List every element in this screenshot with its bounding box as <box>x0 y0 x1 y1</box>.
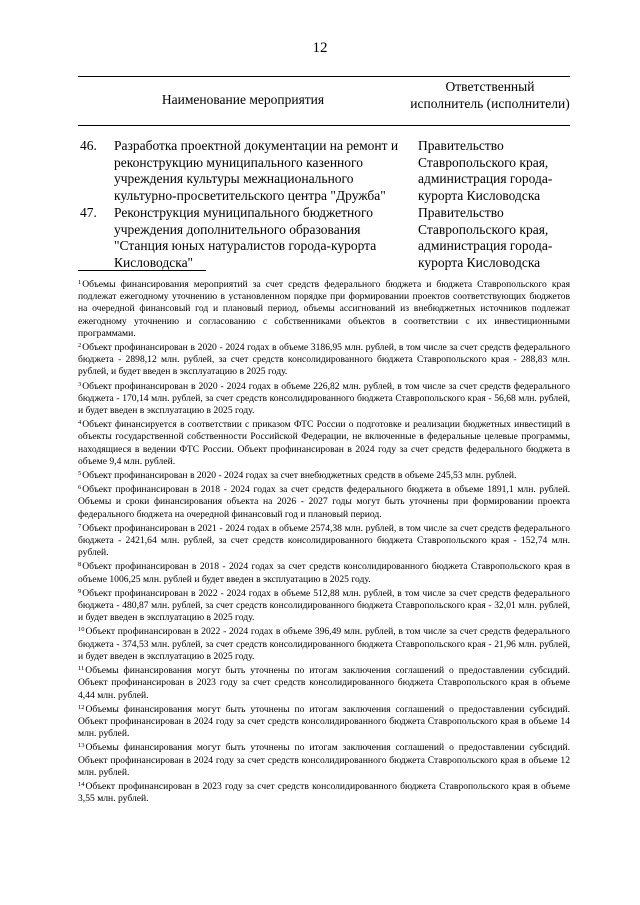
footnote-text: Объемы финансирования могут быть уточнены по итогам заключения соглашений о предоставлении субсидий. Объект профинансирован в 2024 году за счет средств консолидированного бюджета Ставропольского края в объеме 14 млн. рублей. <box>78 703 570 740</box>
row-activity-name: Реконструкция муниципального бюджетного учреждения дополнительного образования "Станция юных натуралистов города-курорта Кисловодска" <box>114 205 377 270</box>
row-number: 47. <box>80 205 97 220</box>
footnote-text: Объект финансируется в соответствии с приказом ФТС России о подготовке и реализации бюджетных инвестиций в объекты государственной собственности Российской Федерации, не включенные в федеральные целевые программы, находящиеся в ведении ФТС России. Объект профинансирован в 2024 году за счет средств федерального бюджета в объеме 9,4 млн. рублей. <box>78 419 570 467</box>
footnote-mark: 8 <box>78 561 82 569</box>
column-header-name: Наименование мероприятия <box>161 92 325 107</box>
footnote <box>78 521 570 560</box>
footnote <box>78 277 570 340</box>
footnote <box>78 379 570 418</box>
footnote <box>78 779 570 805</box>
footnote-mark: 10 <box>78 626 85 634</box>
footnote-mark: 4 <box>78 419 82 427</box>
footnote-mark: 1 <box>78 279 82 286</box>
footnote <box>78 482 570 521</box>
footnote <box>78 624 570 663</box>
footnote <box>78 702 570 741</box>
row-executor: Правительство Ставропольского края, администрация города-курорта Кисловодска <box>418 205 553 270</box>
footnote-text: Объект профинансирован в 2018 - 2024 годах за счет средств федерального бюджета в объеме 1891,1 млн. рублей. Объемы и сроки финансирования объекта на 2026 - 2027 годы могут быть уточнены при формировании проекта федерального бюджета на очередной финансовый год и плановый период. <box>78 484 570 520</box>
footnote-text: Объект профинансирован в 2020 - 2024 годах в объеме 3186,95 млн. рублей, в том числе за счет средств федерального бюджета - 2898,12 млн. рублей, за счет средств консолидированного бюджета Ставропольского края - 288,83 млн. рублей, и будет введен в эксплуатацию в 2025 году. <box>78 342 570 378</box>
footnote <box>78 468 570 482</box>
footnotes <box>78 277 570 805</box>
footnote <box>78 663 570 702</box>
footnote-text: Объект профинансирован в 2018 - 2024 годах за счет средств консолидированного бюджета Ставропольского края в объеме 1006,25 млн. рублей и будет введен в эксплуатацию в 2025 году. <box>78 561 570 585</box>
footnote-text: Объект профинансирован в 2022 - 2024 годах в объеме 512,88 млн. рублей, в том числе за счет средств федерального бюджета - 480,87 млн. рублей, за счет средств консолидированного бюджета Ставропольского края - 32,01 млн. рублей, и будет введен в эксплуатацию в 2025 году. <box>78 587 570 624</box>
page-number: 12 <box>312 40 328 56</box>
footnote-mark: 14 <box>78 780 85 788</box>
table-header-rule <box>78 125 570 126</box>
footnote-text: Объект профинансирован в 2020 - 2024 годах за счет внебюджетных средств в объеме 245,53 млн. рублей. <box>82 470 517 482</box>
footnote-mark: 5 <box>78 470 82 478</box>
table-top-rule <box>78 76 570 77</box>
footnote-text: Объект профинансирован в 2023 году за счет средств консолидированного бюджета Ставропольского края в объеме 3,55 млн. рублей. <box>78 780 570 805</box>
footnote-mark: 11 <box>78 665 85 673</box>
footnote-mark: 7 <box>78 522 82 530</box>
footnote-text: Объект профинансирован в 2020 - 2024 годах в объеме 226,82 млн. рублей, в том числе за счет средств федерального бюджета - 170,14 млн. рублей, за счет средств консолидированного бюджета Ставропольского края - 56,68 млн. рублей, и будет введен в эксплуатацию в 2025 году. <box>78 380 570 417</box>
footnote-mark: 9 <box>78 587 82 595</box>
row-number: 46. <box>80 138 97 153</box>
footnote-mark: 12 <box>78 703 85 711</box>
footnote-text: Объемы финансирования могут быть уточнены по итогам заключения соглашений о предоставлении субсидий. Объект профинансирован в 2023 году за счет средств консолидированного бюджета Ставропольского края в объеме 4,44 млн. рублей. <box>78 665 570 701</box>
footnote-mark: 2 <box>78 342 82 350</box>
footnote <box>78 417 570 468</box>
footnote <box>78 559 570 585</box>
footnote-text: Объект профинансирован в 2021 - 2024 годах в объеме 2574,38 млн. рублей, в том числе за счет средств федерального бюджета - 2421,64 млн. рублей, за счет средств консолидированного бюджета Ставропольского края - 152,74 млн. рублей. <box>78 522 570 559</box>
footnote-mark: 3 <box>78 380 82 388</box>
footnote <box>78 340 570 379</box>
footnote-text: Объемы финансирования могут быть уточнены по итогам заключения соглашений о предоставлении субсидий. Объект профинансирован в 2024 году за счет средств консолидированного бюджета Ставропольского края в объеме 12 млн. рублей. <box>78 742 570 778</box>
footnote-mark: 6 <box>78 484 82 492</box>
column-header-executor: Ответственный исполнитель (исполнители) <box>410 79 570 111</box>
row-executor: Правительство Ставропольского края, администрация города-курорта Кисловодска <box>418 138 553 203</box>
row-activity-name: Разработка проектной документации на ремонт и реконструкцию муниципального казенного учреждения культуры межнационального культурно-просветительского центра "Дружба" <box>114 138 399 203</box>
footnote-mark: 13 <box>78 742 85 750</box>
footnote <box>78 586 570 625</box>
footnote-separator <box>78 270 206 271</box>
footnote-text: Объект профинансирован в 2022 - 2024 годах в объеме 396,49 млн. рублей, в том числе за счет средств федерального бюджета - 374,53 млн. рублей, за счет средств консолидированного бюджета Ставропольского края - 21,96 млн. рублей, и будет введен в эксплуатацию в 2025 году. <box>78 626 570 662</box>
footnote-text: Объемы финансирования мероприятий за счет средств федерального бюджета и бюджета Ставропольского края подлежат ежегодному уточнению в установленном порядке при формировании проектов соответствующих бюджетов на очередной финансовый год и плановый период, объемы ассигнований из внебюджетных источников подлежат ежегодному уточнению и согласованию с собственниками объектов в соответствии с их инвестиционными программами. <box>78 279 570 339</box>
footnote <box>78 740 570 779</box>
